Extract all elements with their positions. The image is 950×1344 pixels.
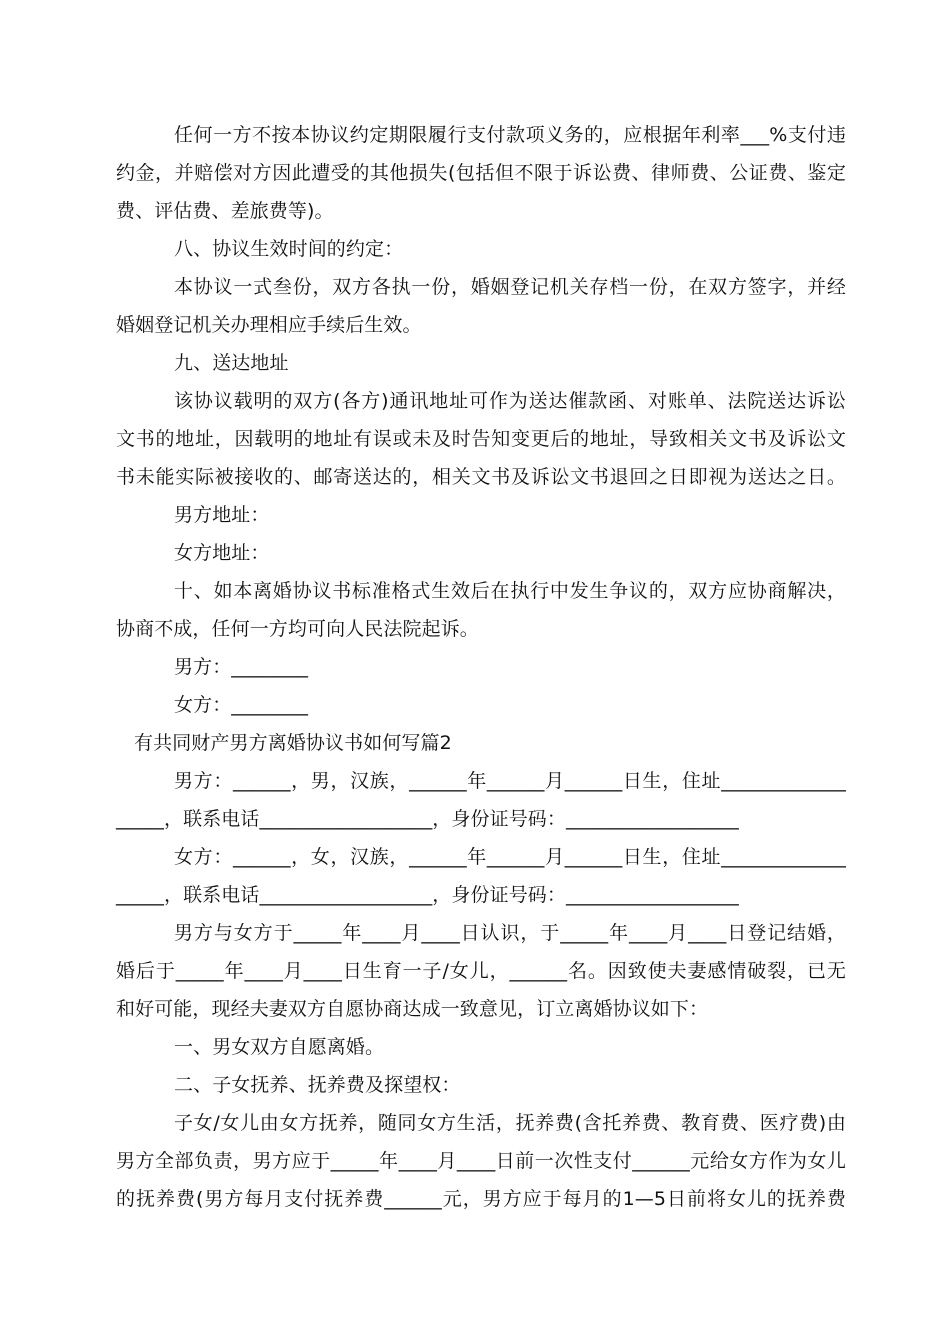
document-text-line: 十、如本离婚协议书标准格式生效后在执行中发生争议的，双方应协商解决， (174, 580, 846, 602)
document-text-line: 约金，并赔偿对方因此遭受的其他损失(包括但不限于诉讼费、律师费、公证费、鉴定 (116, 162, 846, 184)
document-text-line: 协商不成，任何一方均可向人民法院起诉。 (116, 618, 479, 640)
document-text-line: 女方：______，女，汉族，______年______月______日生，住址_____________ (174, 846, 846, 868)
document-text-line: 和好可能，现经夫妻双方自愿协商达成一致意见，订立离婚协议如下： (116, 998, 709, 1020)
document-text-line: 文书的地址，因载明的地址有误或未及时告知变更后的地址，导致相关文书及诉讼文 (116, 428, 846, 450)
section-heading: 有共同财产男方离婚协议书如何写篇2 (134, 732, 452, 754)
document-text-line: 子女/女儿由女方抚养，随同女方生活，抚养费(含托养费、教育费、医疗费)由 (174, 1112, 846, 1134)
document-text-line: 书未能实际被接收的、邮寄送达的，相关文书及诉讼文书退回之日即视为送达之日。 (116, 466, 846, 488)
document-text-line: _____，联系电话__________________，身份证号码：__________________ (116, 884, 739, 906)
document-text-line: 男方：______，男，汉族，______年______月______日生，住址_____________ (174, 770, 846, 792)
document-text-line: 本协议一式叁份，双方各执一份，婚姻登记机关存档一份，在双方签字，并经 (174, 276, 846, 298)
document-text-line: 费、评估费、差旅费等)。 (116, 200, 334, 222)
document-text-line: 女方：________ (174, 694, 309, 716)
document-text-line: 一、男女双方自愿离婚。 (174, 1036, 385, 1058)
document-text-line: 婚后于_____年____月____日生育一子/女儿，______名。因致使夫妻感情破裂，已无 (116, 960, 846, 982)
document-text-line: 女方地址： (174, 542, 270, 564)
document-text-line: 男方全部负责，男方应于_____年____月____日前一次性支付______元给女方作为女儿 (116, 1150, 846, 1172)
document-text-line: 的抚养费(男方每月支付抚养费______元，男方应于每月的1—5日前将女儿的抚养费 (116, 1188, 846, 1210)
document-text-line: 该协议载明的双方(各方)通讯地址可作为送达催款函、对账单、法院送达诉讼 (174, 390, 846, 412)
document-text-line: 八、协议生效时间的约定： (174, 238, 404, 260)
document-text-line: 九、送达地址 (174, 352, 289, 374)
document-text-line: 男方与女方于_____年____月____日认识，于_____年____月____日登记结婚， (174, 922, 846, 944)
document-text-line: 男方：________ (174, 656, 309, 678)
document-text-line: _____，联系电话__________________，身份证号码：__________________ (116, 808, 739, 830)
document-text-line: 男方地址： (174, 504, 270, 526)
document-text-line: 二、子女抚养、抚养费及探望权： (174, 1074, 461, 1096)
document-text-line: 任何一方不按本协议约定期限履行支付款项义务的，应根据年利率___%支付违 (174, 124, 846, 146)
document-text-line: 婚姻登记机关办理相应手续后生效。 (116, 314, 422, 336)
